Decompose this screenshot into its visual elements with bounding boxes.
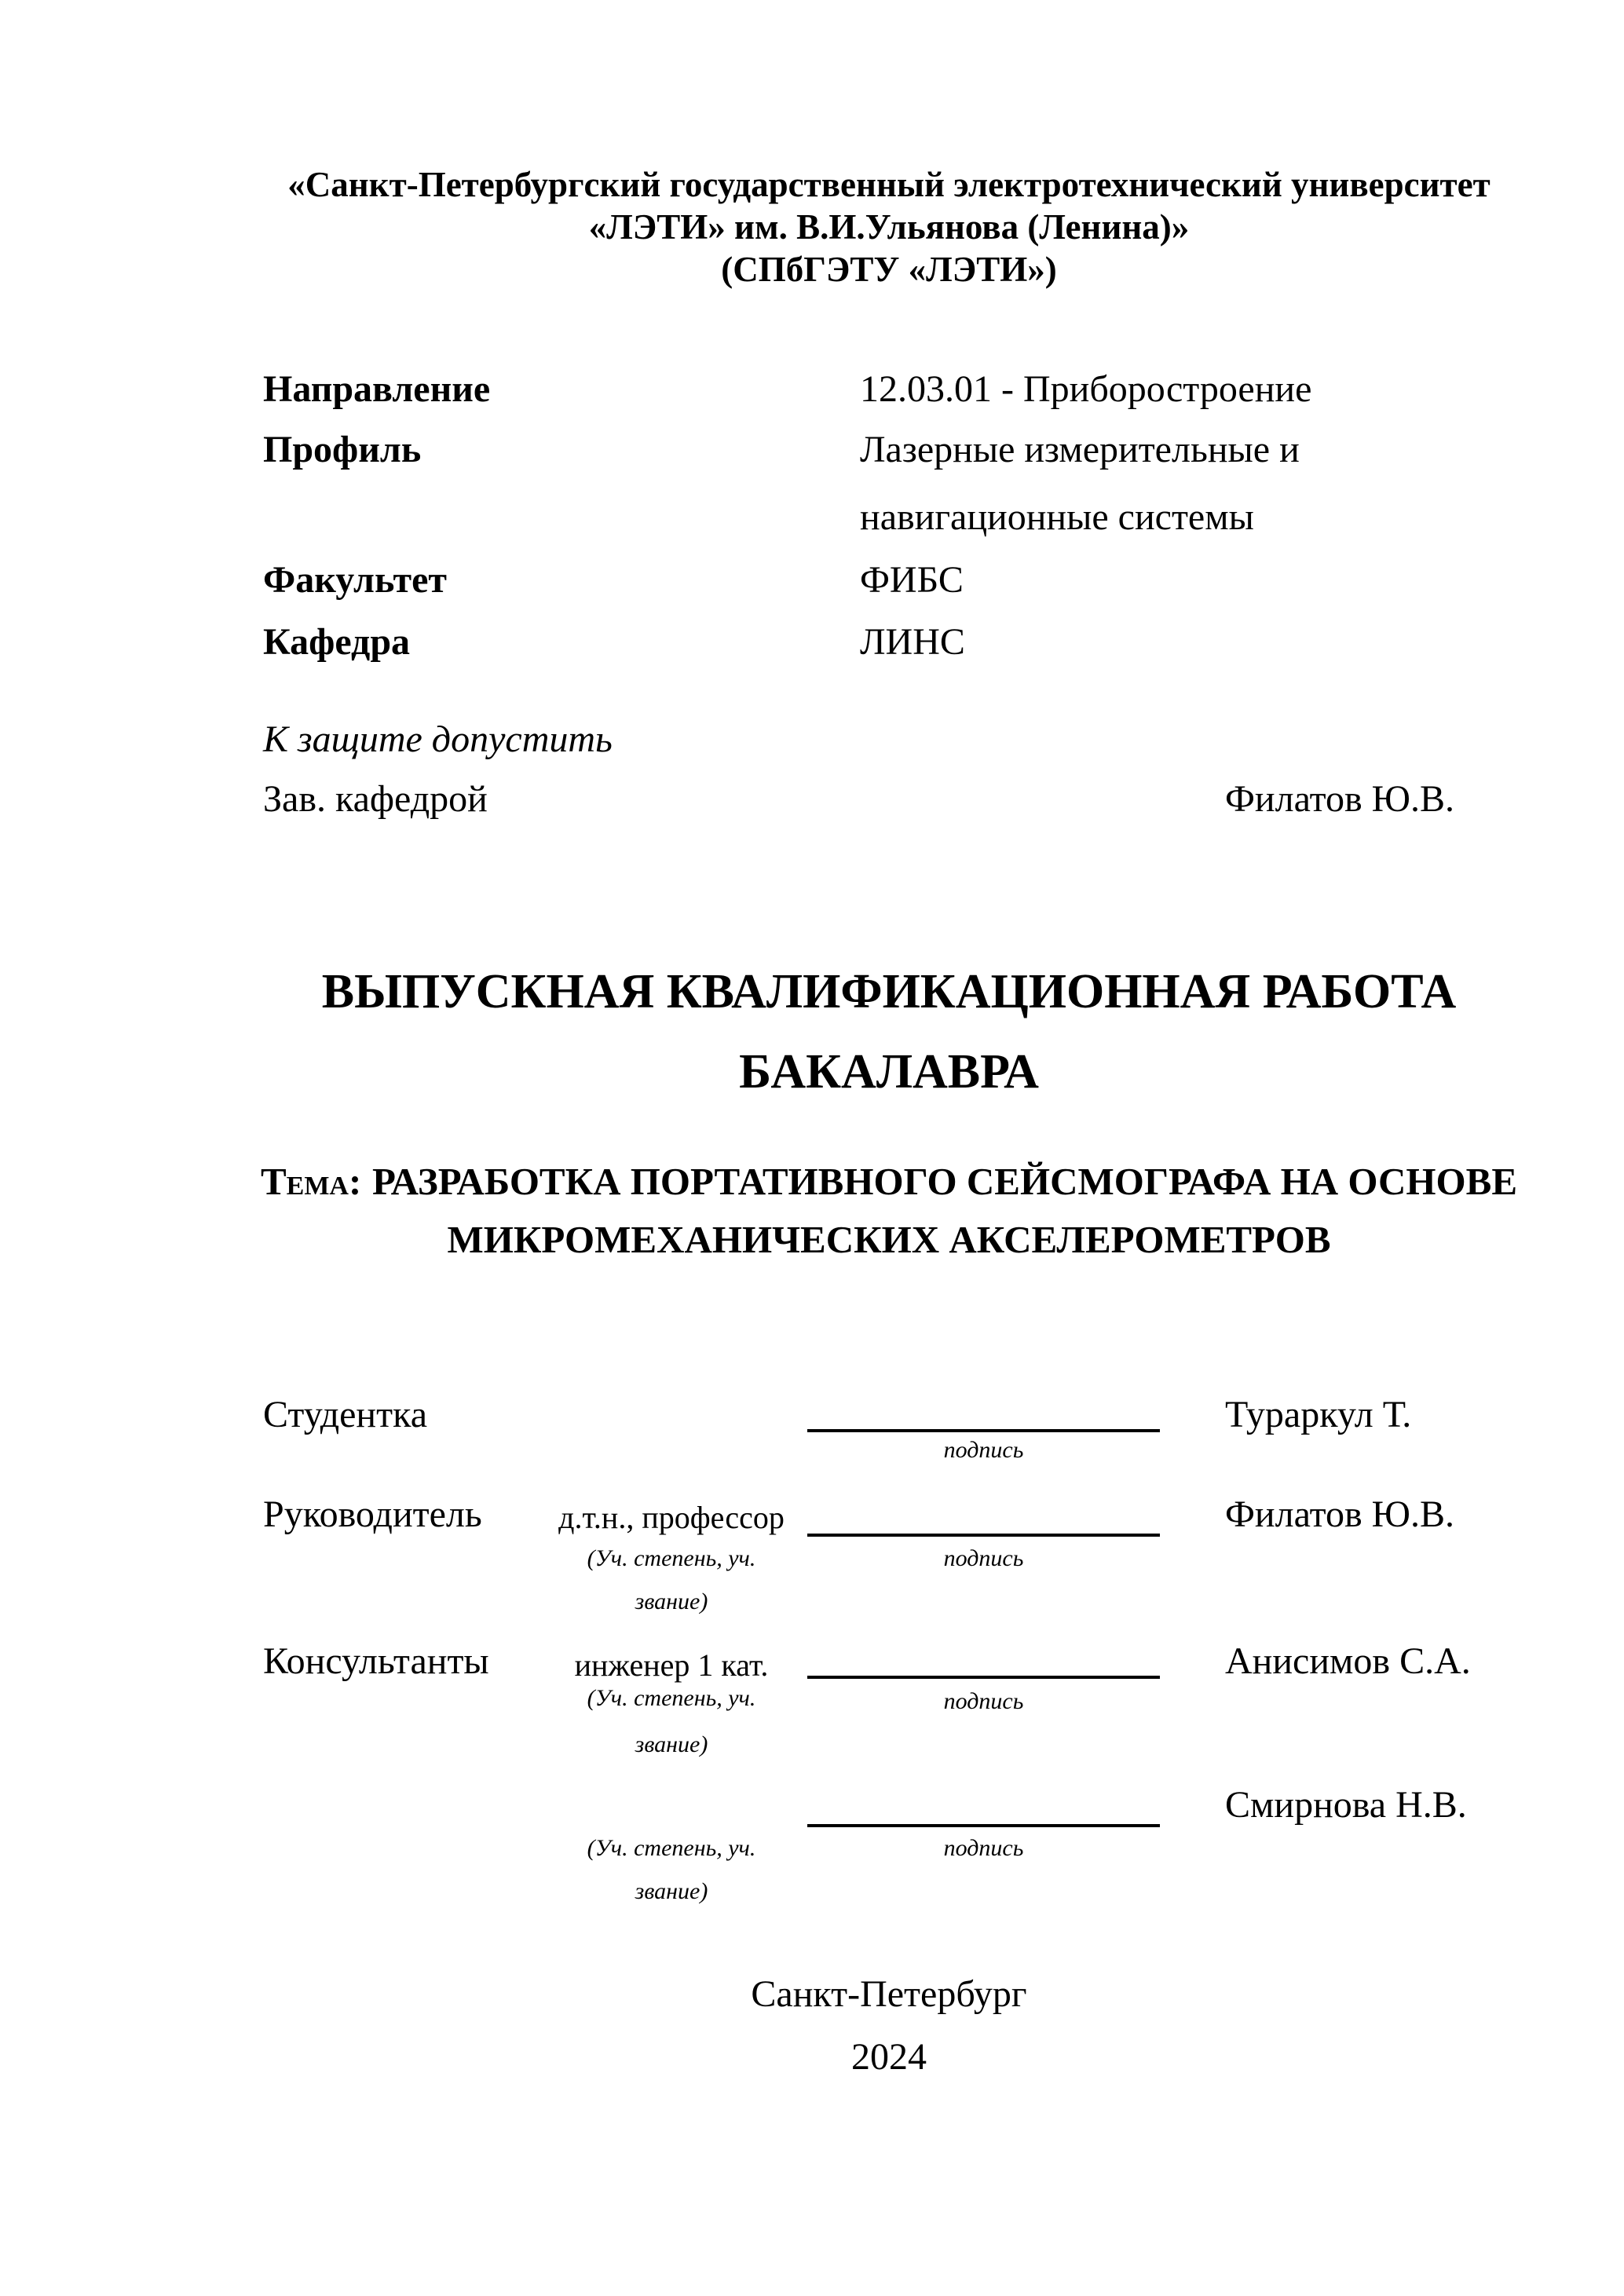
student-signature-caption: подпись	[943, 1437, 1024, 1463]
consultants-role-label: Консультанты	[263, 1640, 489, 1682]
consultant2-name: Смирнова Н.В.	[1225, 1784, 1467, 1826]
profile-value-line1: Лазерные измерительные и	[860, 429, 1300, 470]
consultant1-qualification-caption-line1: (Уч. степень, уч.	[587, 1685, 756, 1711]
footer-city: Санкт-Петербург	[751, 1973, 1027, 2015]
admission-phrase: К защите допустить	[263, 718, 613, 760]
supervisor-name: Филатов Ю.В.	[1225, 1493, 1454, 1535]
department-label: Кафедра	[263, 621, 411, 663]
university-header-line3: (СПбГЭТУ «ЛЭТИ»)	[721, 250, 1057, 289]
consultant1-qualification: инженер 1 кат.	[574, 1647, 769, 1683]
supervisor-role-label: Руководитель	[263, 1493, 482, 1535]
topic-label: Тема:	[260, 1160, 362, 1203]
consultant1-signature-line	[807, 1676, 1160, 1679]
student-role-label: Студентка	[263, 1394, 427, 1435]
profile-value-line2: навигационные системы	[860, 496, 1254, 538]
topic-line2: МИКРОМЕХАНИЧЕСКИХ АКСЕЛЕРОМЕТРОВ	[447, 1218, 1331, 1261]
university-header	[236, 163, 1542, 291]
supervisor-signature-line	[807, 1534, 1160, 1537]
direction-label: Направление	[263, 368, 491, 410]
consultant2-qualification-caption-line2: звание)	[635, 1878, 708, 1904]
consultant1-signature-caption: подпись	[943, 1688, 1024, 1714]
consultant2-signature-line	[807, 1824, 1160, 1827]
footer-year: 2024	[851, 2036, 927, 2078]
supervisor-signature-caption: подпись	[943, 1545, 1024, 1571]
university-header-line2: «ЛЭТИ» им. В.И.Ульянова (Ленина)»	[588, 207, 1190, 247]
supervisor-qualification-caption-line2: звание)	[635, 1589, 708, 1614]
consultant1-name: Анисимов С.А.	[1225, 1640, 1471, 1682]
university-header-line1: «Санкт-Петербургский государственный электротехнический университет	[287, 165, 1490, 204]
consultant1-qualification-caption-line2: звание)	[635, 1731, 708, 1757]
student-name: Тураркул Т.	[1225, 1394, 1412, 1435]
work-title-line1: ВЫПУСКНАЯ КВАЛИФИКАЦИОННАЯ РАБОТА	[321, 965, 1457, 1018]
faculty-label: Факультет	[263, 559, 447, 601]
topic-line1-text: РАЗРАБОТКА ПОРТАТИВНОГО СЕЙСМОГРАФА НА ОСНОВЕ	[372, 1160, 1518, 1203]
department-head-name: Филатов Ю.В.	[1225, 778, 1454, 820]
direction-value: 12.03.01 - Приборостроение	[860, 368, 1312, 410]
work-title-line2: БАКАЛАВРА	[739, 1045, 1039, 1099]
faculty-value: ФИБС	[860, 559, 964, 601]
topic-line1	[236, 1160, 1542, 1204]
department-value: ЛИНС	[860, 621, 965, 663]
department-head-label: Зав. кафедрой	[263, 778, 488, 820]
profile-label: Профиль	[263, 429, 422, 470]
consultant2-qualification-caption-line1: (Уч. степень, уч.	[587, 1835, 756, 1861]
supervisor-qualification: д.т.н., профессор	[558, 1500, 785, 1535]
supervisor-qualification-caption-line1: (Уч. степень, уч.	[587, 1545, 756, 1571]
consultant2-signature-caption: подпись	[943, 1835, 1024, 1861]
student-signature-line	[807, 1429, 1160, 1432]
